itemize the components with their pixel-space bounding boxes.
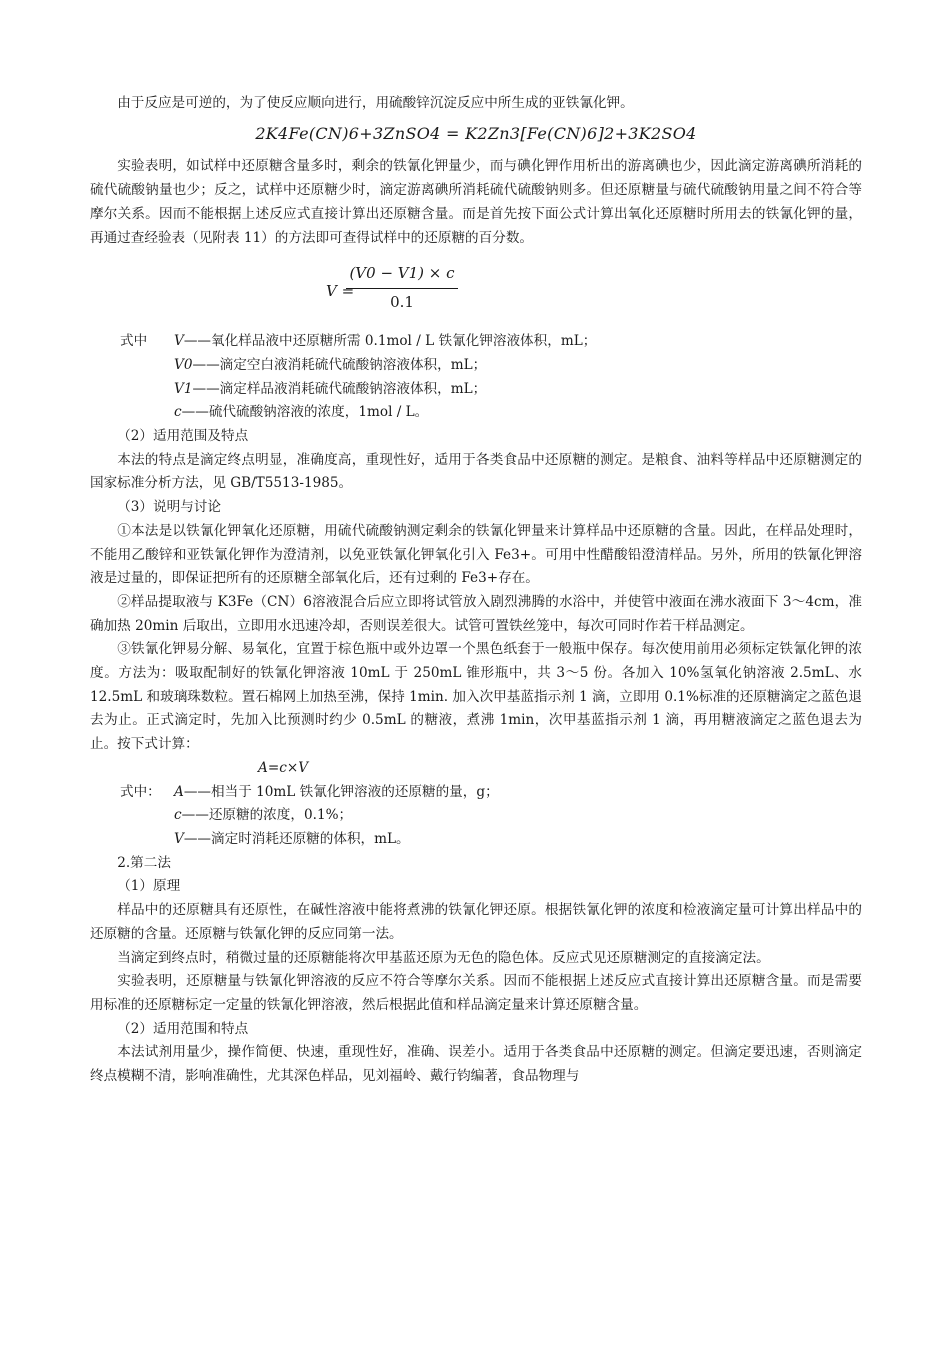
definition-row xyxy=(90,330,862,354)
definition-label: 式中： xyxy=(120,783,161,800)
formula-fraction xyxy=(346,262,458,314)
section-heading: 2.第二法 xyxy=(117,854,171,871)
paragraph: 实验表明，如试样中还原糖含量多时，剩余的铁氰化钾量少，而与碘化钾作用析出的游离碘也少，因此滴定游离碘所消耗的硫代硫酸钠量也少；反之，试样中还原糖少时，滴定游离碘所消耗硫代硫酸钠则多。但还原糖量与硫代硫酸钠用量之间不符合等摩尔关系。因而不能根据上述反应式直接计算出还原糖含量。而是首先按下面公式计算出氧化还原糖时所用去的铁氰化钾的量，再通过查经验表（见附表 11）的方法即可查得试样中的还原糖的百分数。 xyxy=(90,158,862,246)
definition-text: ——氧化样品液中还原糖所需 0.1mol / L 铁氰化钾溶液体积，mL； xyxy=(183,333,597,350)
definition-text: ——滴定时消耗还原糖的体积，mL。 xyxy=(183,830,410,847)
definition-text: ——还原糖的浓度，0.1%； xyxy=(181,807,353,824)
definition-row xyxy=(90,378,862,402)
section-heading: （3）说明与讨论 xyxy=(117,499,221,516)
paragraph: 本法试剂用量少，操作简便、快速，重现性好，准确、误差小。适用于各类食品中还原糖的测定。但滴定要迅速，否则滴定终点模糊不清，影响准确性，尤其深色样品，见刘福岭、戴行钧编著，食品物理与 xyxy=(90,1044,862,1085)
formula-lhs: V = xyxy=(326,282,355,301)
definition-symbol: A xyxy=(174,783,184,800)
definition-row xyxy=(90,401,862,425)
calculation-formula: A=c×V xyxy=(258,759,309,776)
definition-symbol: c xyxy=(174,807,182,824)
definition-symbol: V1 xyxy=(174,380,193,397)
volume-formula xyxy=(90,260,862,322)
document-page xyxy=(90,92,862,1089)
reaction-equation: 2K4Fe(CN)6+3ZnSO4 = K2Zn3[Fe(CN)6]2+3K2SO4 xyxy=(255,123,697,143)
section-heading: （2）适用范围及特点 xyxy=(117,428,249,445)
paragraph: ③铁氰化钾易分解、易氧化，宜置于棕色瓶中或外边罩一个黑色纸套于一般瓶中保存。每次使用前用必须标定铁氰化钾的浓度。方法为：吸取配制好的铁氰化钾溶液 10mL 于 250mL 锥形瓶中，共 3～5 份。各加入 10%氢氧化钠溶液 2.5mL、水 12.5mL 和玻璃珠数粒。置石棉网上加热至沸，保持 1min. 加入次甲基蓝指示剂 1 滴，立即用 0.1%标准的还原糖滴定之蓝色退去为止。正式滴定时，先加入比预测时约少 0.5mL 的糖液，煮沸 1min，次甲基蓝指示剂 1 滴，再用糖液滴定之蓝色退去为止。按下式计算： xyxy=(90,641,862,753)
paragraph: 由于反应是可逆的，为了使反应顺向进行，用硫酸锌沉淀反应中所生成的亚铁氰化钾。 xyxy=(117,95,634,111)
paragraph: 实验表明，还原糖量与铁氰化钾溶液的反应不符合等摩尔关系。因而不能根据上述反应式直接计算出还原糖含量。而是需要用标准的还原糖标定一定量的铁氰化钾溶液，然后根据此值和样品滴定量来计算还原糖含量。 xyxy=(90,973,862,1013)
section-heading: （1）原理 xyxy=(117,878,181,895)
paragraph: ②样品提取液与 K3Fe（CN）6溶液混合后应立即将试管放入剧烈沸腾的水浴中，并使管中液面在沸水液面下 3～4cm，准确加热 20min 后取出，立即用水迅速冷却，否则误差很大。试管可置铁丝笼中，每次可同时作若干样品测定。 xyxy=(90,593,862,634)
paragraph: 本法的特点是滴定终点明显，准确度高，重现性好，适用于各类食品中还原糖的测定。是粮食、油料等样品中还原糖测定的国家标准分析方法，见 GB/T5513-1985。 xyxy=(90,451,862,492)
definition-symbol: c xyxy=(174,404,182,421)
definition-symbol: V0 xyxy=(174,356,193,373)
paragraph: 样品中的还原糖具有还原性，在碱性溶液中能将煮沸的铁氰化钾还原。根据铁氰化钾的浓度和检液滴定量可计算出样品中的还原糖的含量。还原糖与铁氰化钾的反应同第一法。 xyxy=(90,902,862,942)
definition-text: ——滴定空白液消耗硫代硫酸钠溶液体积，mL； xyxy=(192,356,487,373)
formula-denominator: 0.1 xyxy=(390,292,414,311)
formula-numerator: (V0 − V1) × c xyxy=(346,262,458,289)
definition-row xyxy=(90,781,862,805)
definition-text: ——相当于 10mL 铁氰化钾溶液的还原糖的量，g； xyxy=(183,783,499,800)
paragraph: ①本法是以铁氰化钾氧化还原糖，用硫代硫酸钠测定剩余的铁氰化钾量来计算样品中还原糖的含量。因此，在样品处理时，不能用乙酸锌和亚铁氰化钾作为澄清剂，以免亚铁氰化钾氧化引入 Fe3+。可用中性醋酸铅澄清样品。另外，所用的铁氰化钾溶液是过量的，即保证把所有的还原糖全部氧化后，还有过剩的 Fe3+存在。 xyxy=(90,522,862,587)
paragraph: 当滴定到终点时，稍微过量的还原糖能将次甲基蓝还原为无色的隐色体。反应式见还原糖测定的直接滴定法。 xyxy=(117,949,770,966)
definition-row xyxy=(90,804,862,828)
definition-row xyxy=(90,828,862,852)
variable-definitions xyxy=(90,781,862,852)
definition-text: ——滴定样品液消耗硫代硫酸钠溶液体积，mL； xyxy=(192,380,487,397)
definition-symbol: V xyxy=(174,830,184,847)
definition-label: 式中 xyxy=(120,333,148,350)
section-heading: （2）适用范围和特点 xyxy=(117,1020,249,1037)
definition-text: ——硫代硫酸钠溶液的浓度，1mol / L。 xyxy=(181,404,429,421)
variable-definitions xyxy=(90,330,862,425)
definition-row xyxy=(90,354,862,378)
definition-symbol: V xyxy=(174,333,184,350)
